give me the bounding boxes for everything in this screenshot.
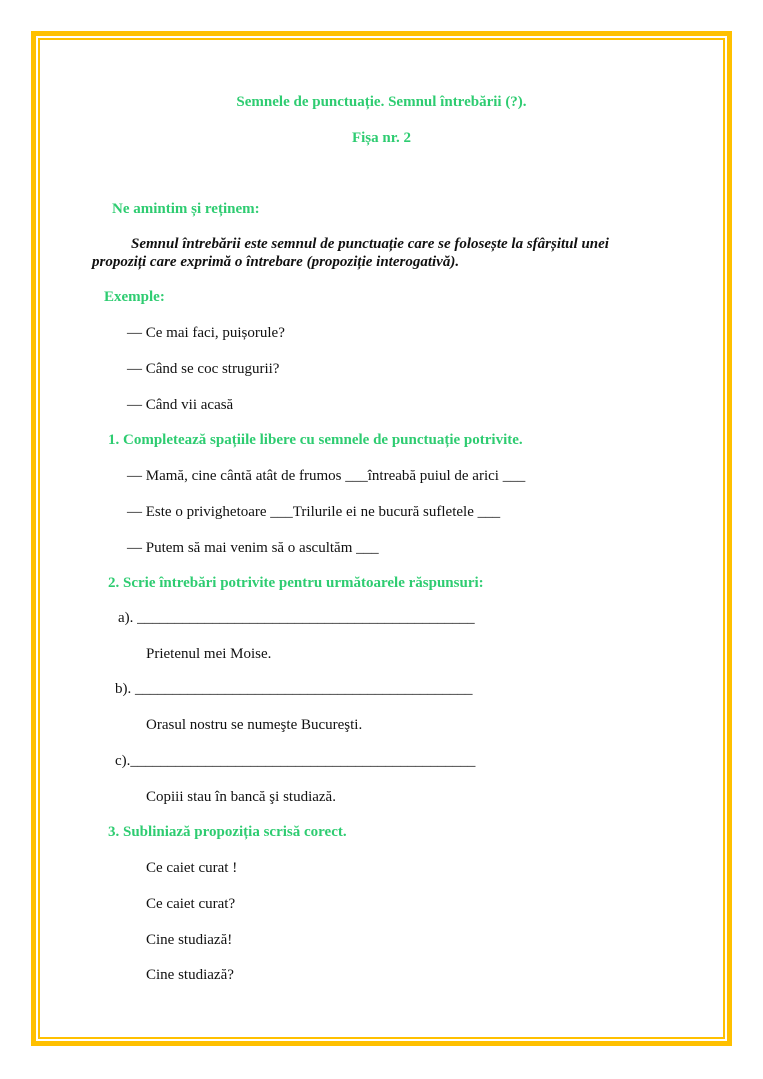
question-label: a). [118,610,138,626]
exercise-2-answer-c: Copiii stau în bancă şi studiază. [146,789,336,805]
exercise-3-option[interactable]: Cine studiază! [146,932,233,948]
worksheet-title: Semnele de punctuație. Semnul întrebării (?). [236,94,527,110]
examples-heading: Exemple: [104,289,165,305]
exercise-2-heading: 2. Scrie întrebări potrivite pentru următoarele răspunsuri: [108,575,484,591]
example-item: — Când se coc strugurii? [127,361,280,377]
exercise-3-heading: 3. Subliniază propoziția scrisă corect. [108,824,347,840]
exercise-3-option[interactable]: Ce caiet curat ! [146,860,238,876]
exercise-2-question-c [115,752,475,770]
exercise-1-item: — Mamă, cine cântă atât de frumos ___întreabă puiul de arici ___ [127,468,526,484]
example-item: — Ce mai faci, puișorule? [127,325,285,341]
exercise-1-item: — Putem să mai venim să o ascultăm ___ [127,540,379,556]
exercise-2-answer-b: Orasul nostru se numeşte Bucureşti. [146,717,363,733]
answer-blank[interactable]: ______________________________________________ [130,753,476,769]
exercise-3-option[interactable]: Ce caiet curat? [146,896,236,912]
worksheet-number: Fișa nr. 2 [351,130,412,146]
exercise-1-item: — Este o privighetoare ___Trilurile ei ne bucură sufletele ___ [127,504,501,520]
reminder-text-line-2: propoziți care exprimă o întrebare (propoziție interogativă). [92,254,460,270]
exercise-1-heading: 1. Completează spațiile libere cu semnele de punctuație potrivite. [108,432,523,448]
question-label: c). [115,753,131,769]
reminder-heading: Ne amintim și reținem: [112,201,260,217]
question-label: b). [115,681,135,697]
answer-blank[interactable]: _____________________________________________ [135,681,473,697]
exercise-2-answer-a: Prietenul mei Moise. [146,646,272,662]
reminder-text-line-1: Semnul întrebării este semnul de punctuație care se folosește la sfârșitul unei [131,236,609,252]
answer-blank[interactable]: _____________________________________________ [137,610,475,626]
exercise-3-option[interactable]: Cine studiază? [146,967,234,983]
exercise-2-question-a [118,609,475,627]
example-item: — Când vii acasă [127,397,234,413]
exercise-2-question-b [115,680,473,698]
